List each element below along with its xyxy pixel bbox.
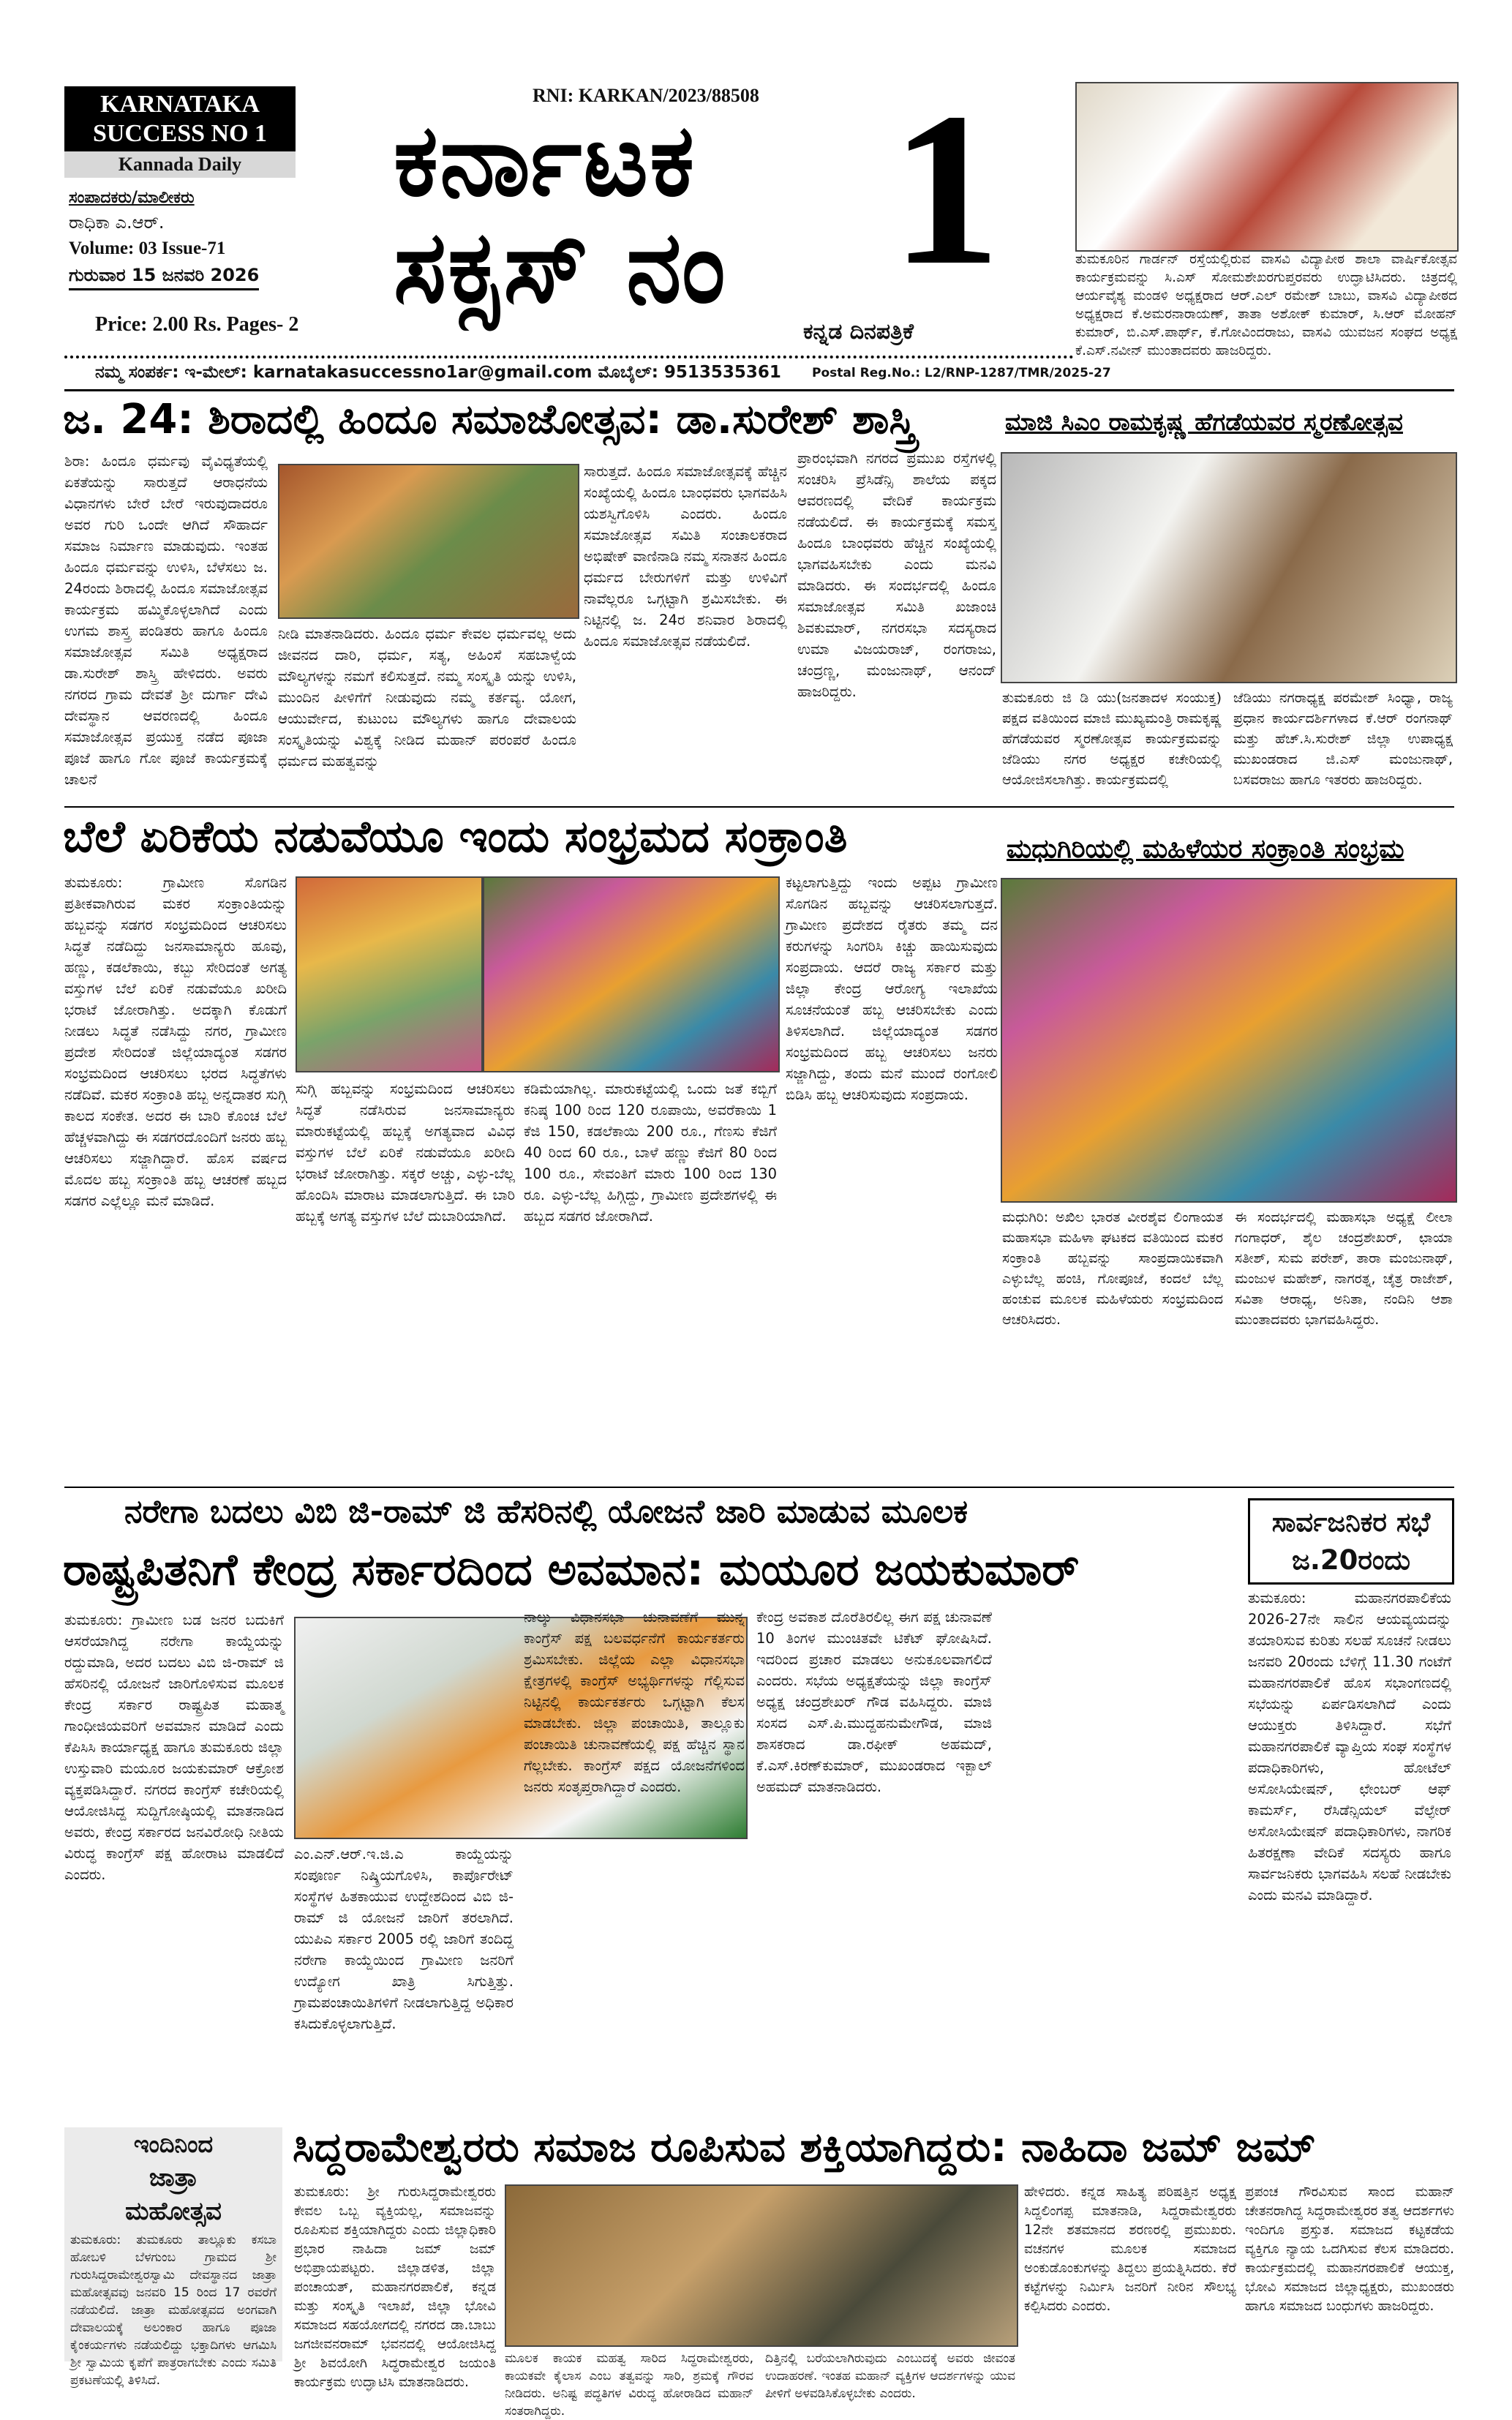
article3-photo-left: [296, 876, 483, 1072]
top-right-photo: [1075, 82, 1459, 252]
article4-caption-left: ಮಧುಗಿರಿ: ಅಖಿಲ ಭಾರತ ವೀರಶೈವ ಲಿಂಗಾಯತ ಮಹಾಸಭಾ ಮಹಿಳಾ ಘಟಕದ ವತಿಯಿಂದ ಮಕರ ಸಂಕ್ರಾಂತಿ ಹಬ್ಬವನ್ನು ಸಾಂಪ್ರದಾಯಿಕವಾಗಿ ಎಳ್ಳುಬೆಲ್ಲ ಹಂಚಿ, ಗೋಪೂಜೆ, ಕಂದಲೆ ಬೆಲ್ಲ ಹಂಚುವ ಮೂಲಕ ಮಹಿಳೆಯರು ಸಂಭ್ರಮದಿಂದ ಆಚರಿಸಿದರು.: [1002, 1209, 1223, 1328]
section-rule-1: [64, 806, 1454, 808]
issue-date: ಗುರುವಾರ 15 ಜನವರಿ 2026: [69, 265, 259, 290]
brand-sub: Kannada Daily: [64, 151, 296, 178]
public-meeting-body: ತುಮಕೂರು: ಮಹಾನಗರಪಾಲಿಕೆಯ 2026-27ನೇ ಸಾಲಿನ ಆಯವ್ಯಯದನ್ನು ತಯಾರಿಸುವ ಕುರಿತು ಸಲಹೆ ಸೂಚನೆ ನೀಡಲು ಜನವರಿ 20ರಂದು ಬೆಳಿಗ್ಗೆ 11.30 ಗಂಟೆಗೆ ಮಹಾನಗರಪಾಲಿಕೆ ಹೊಸ ಸಭಾಂಗಣದಲ್ಲಿ ಸಭೆಯನ್ನು ಏರ್ಪಡಿಸಲಾಗಿದೆ ಎಂದು ಆಯುಕ್ತರು ತಿಳಿಸಿದ್ದಾರೆ. ಸಭೆಗೆ ಮಹಾನಗರಪಾಲಿಕೆ ವ್ಯಾಪ್ತಿಯ ಸಂಘ ಸಂಸ್ಥೆಗಳ ಪದಾಧಿಕಾರಿಗಳು, ಹೋಟೆಲ್ ಅಸೋಸಿಯೇಷನ್, ಛೇಂಬರ್ ಆಫ್ ಕಾಮರ್ಸ್, ರೆಸಿಡೆನ್ಸಿಯಲ್ ವೆಲ್ಫೇರ್ ಅಸೋಸಿಯೇಷನ್ ಪದಾಧಿಕಾರಿಗಳು, ನಾಗರಿಕ ಹಿತರಕ್ಷಣಾ ವೇದಿಕೆ ಸದಸ್ಯರು ಹಾಗೂ ಸಾರ್ವಜನಿಕರು ಭಾಗವಹಿಸಿ ಸಲಹೆ ನೀಡಬೇಕು ಎಂದು ಮನವಿ ಮಾಡಿದ್ದಾರೆ.: [1248, 1590, 1451, 1904]
rni-number: RNI: KARKAN/2023/88508: [533, 85, 759, 106]
article1-col2: ಸಾರುತ್ತದೆ. ಹಿಂದೂ ಸಮಾಜೋತ್ಸವಕ್ಕೆ ಹೆಚ್ಚಿನ ಸಂಖ್ಯೆಯಲ್ಲಿ ಹಿಂದೂ ಬಾಂಧವರು ಭಾಗವಹಿಸಿ ಯಶಸ್ವಿಗೊಳಿಸಿ ಎಂದರು. ಹಿಂದೂ ಸಮಾಜೋತ್ಸವ ಸಮಿತಿ ಸಂಚಾಲಕರಾದ ಅಭಿಷೇಕ್ ವಾಣಿನಾಡಿ ನಮ್ಮ ಸನಾತನ ಹಿಂದೂ ಧರ್ಮದ ಬೇರುಗಳಿಗೆ ಮತ್ತು ಉಳಿವಿಗೆ ನಾವೆಲ್ಲರೂ ಒಗ್ಗಟ್ಟಾಗಿ ಶ್ರಮಿಸಬೇಕು. ಈ ನಿಟ್ಟಿನಲ್ಲಿ ಜ. 24ರ ಶನಿವಾರ ಶಿರಾದಲ್ಲಿ ಹಿಂದೂ ಸಮಾಜೋತ್ಸವ ನಡೆಯಲಿದೆ.: [584, 463, 787, 650]
article1-photo: [278, 464, 579, 619]
article1-col1: ಶಿರಾ: ಹಿಂದೂ ಧರ್ಮವು ವೈವಿಧ್ಯತೆಯಲ್ಲಿ ಏಕತೆಯನ್ನು ಸಾರುತ್ತದೆ ಆರಾಧನೆಯ ವಿಧಾನಗಳು ಬೇರೆ ಬೇರೆ ಇರುವುದಾದರೂ ಅವರ ಗುರಿ ಒಂದೇ ಆಗಿದೆ ಸೌಹಾರ್ದ ಸಮಾಜ ನಿರ್ಮಾಣ ಮಾಡುವುದು. ಇಂತಹ ಹಿಂದೂ ಧರ್ಮವನ್ನು ಉಳಿಸಿ, ಬೆಳೆಸಲು ಜ. 24ರಂದು ಶಿರಾದಲ್ಲಿ ಹಿಂದೂ ಸಮಾಜೋತ್ಸವ ಕಾರ್ಯಕ್ರಮ ಹಮ್ಮಿಕೊಳ್ಳಲಾಗಿದೆ ಎಂದು ಉಗಮ ಶಾಸ್ತ್ರ ಪಂಡಿತರು ಹಾಗೂ ಹಿಂದೂ ಸಮಾಜೋತ್ಸವ ಸಮಿತಿ ಅಧ್ಯಕ್ಷರಾದ ಡಾ.ಸುರೇಶ್ ಶಾಸ್ತ್ರಿ ಹೇಳಿದರು. ಅವರು ನಗರದ ಗ್ರಾಮ ದೇವತೆ ಶ್ರೀ ದುರ್ಗಾ ದೇವಿ ದೇವಸ್ಥಾನ ಆವರಣದಲ್ಲಿ ಹಿಂದೂ ಸಮಾಜೋತ್ಸವ ಪ್ರಯುಕ್ತ ನಡೆದ ಪೂಜಾ ಪೂಜೆ ಹಾಗೂ ಗೋ ಪೂಜೆ ಕಾರ್ಯಕ್ರಮಕ್ಕೆ ಚಾಲನೆ: [64, 453, 268, 788]
article4-headline: ಮಧುಗಿರಿಯಲ್ಲಿ ಮಹಿಳೆಯರ ಸಂಕ್ರಾಂತಿ ಸಂಭ್ರಮ: [1007, 834, 1404, 864]
editor-label: ಸಂಪಾದಕರು/ಮಾಲೀಕರು: [69, 189, 195, 207]
public-meeting-box-head: [1248, 1498, 1454, 1585]
brand-line1: KARNATAKA: [100, 91, 260, 118]
contact-line: ನಮ್ಮ ಸಂಪರ್ಕ: ಇ-ಮೇಲ್: karnatakasuccessno1ar@gmail.com ಮೊಬೈಲ್: 9513535361: [95, 363, 781, 382]
volume-issue: Volume: 03 Issue-71: [69, 238, 226, 258]
header-rule: [64, 389, 1454, 391]
public-meeting-head-text: ಸಾರ್ವಜನಿಕರ ಸಭೆ ಜ.20ರಂದು: [1271, 1506, 1431, 1576]
logo-number: 1: [891, 67, 1002, 310]
article6-under-photo-left: ಮೂಲಕ ಕಾಯಕ ಮಹತ್ವ ಸಾರಿದ ಸಿದ್ಧರಾಮೇಶ್ವರರು, ಕಾಯಕವೇ ಕೈಲಾಸ ಎಂಬ ತತ್ವವನ್ನು ಸಾರಿ, ಶ್ರಮಕ್ಕೆ ಗೌರವ ನೀಡಿದರು. ಅನಿಷ್ಟ ಪದ್ಧತಿಗಳ ವಿರುದ್ಧ ಹೋರಾಡಿದ ಮಹಾನ್ ಸಂತರಾಗಿದ್ದರು.: [505, 2351, 753, 2419]
article3-col3: ಕಡಿಮೆಯಾಗಿಲ್ಲ. ಮಾರುಕಟ್ಟೆಯಲ್ಲಿ ಒಂದು ಜತೆ ಕಬ್ಬಿಗೆ ಕನಿಷ್ಠ 100 ರಿಂದ 120 ರೂಪಾಯಿ, ಅವರೆಕಾಯಿ 1 ಕೆಜಿ 150, ಕಡಲೆಕಾಯಿ 200 ರೂ., ಗೆಣಸು ಕೆಜಿಗೆ 40 ರಿಂದ 60 ರೂ., ಬಾಳೆ ಹಣ್ಣು ಕೆಜಿಗೆ 80 ರಿಂದ 100 ರೂ., ಸೇವಂತಿಗೆ ಮಾರು 100 ರಿಂದ 130 ರೂ. ಎಳ್ಳು-ಬೆಲ್ಲ ಹಿಗ್ಗಿದ್ದು, ಗ್ರಾಮೀಣ ಪ್ರದೇಶಗಳಲ್ಲಿ ಈ ಹಬ್ಬದ ಸಡಗರ ಜೋರಾಗಿದೆ.: [524, 1081, 777, 1225]
article1-under-photo: ನೀಡಿ ಮಾತನಾಡಿದರು. ಹಿಂದೂ ಧರ್ಮ ಕೇವಲ ಧರ್ಮವಲ್ಲ ಅದು ಜೀವನದ ದಾರಿ, ಧರ್ಮ, ಸತ್ಯ, ಅಹಿಂಸೆ ಸಹಬಾಳ್ವೆಯ ಮೌಲ್ಯಗಳನ್ನು ನಮಗೆ ಕಲಿಸುತ್ತದೆ. ನಮ್ಮ ಸಂಸ್ಕೃತಿ ಯನ್ನು ಉಳಿಸಿ, ಮುಂದಿನ ಪೀಳಿಗೆಗೆ ನೀಡುವುದು ನಮ್ಮ ಕರ್ತವ್ಯ. ಯೋಗ, ಆಯುರ್ವೇದ, ಕುಟುಂಬ ಮೌಲ್ಯಗಳು ಹಾಗೂ ದೇವಾಲಯ ಸಂಸ್ಕೃತಿಯನ್ನು ವಿಶ್ವಕ್ಕೆ ನೀಡಿದ ಮಹಾನ್ ಪರಂಪರೆ ಹಿಂದೂ ಧರ್ಮದ ಮಹತ್ವವನ್ನು: [278, 625, 576, 770]
jatra-head-2: ಜಾತ್ರಾ: [148, 2163, 198, 2192]
article2-photo: [1001, 452, 1457, 683]
article3-col4: ಕಟ್ಟಲಾಗುತ್ತಿದ್ದು ಇಂದು ಅಪ್ಪಟ ಗ್ರಾಮೀಣ ಸೊಗಡಿನ ಹಬ್ಬವನ್ನು ಆಚರಿಸಲಾಗುತ್ತದೆ. ಗ್ರಾಮೀಣ ಪ್ರದೇಶದ ರೈತರು ತಮ್ಮ ದನ ಕರುಗಳನ್ನು ಸಿಂಗರಿಸಿ ಕಿಚ್ಚು ಹಾಯಿಸುವುದು ಸಂಪ್ರದಾಯ. ಆದರೆ ರಾಜ್ಯ ಸರ್ಕಾರ ಮತ್ತು ಜಿಲ್ಲಾ ಕೇಂದ್ರ ಆರೋಗ್ಯ ಇಲಾಖೆಯ ಸೂಚನೆಯಂತೆ ಹಬ್ಬ ಆಚರಿಸಬೇಕು ಎಂದು ತಿಳಿಸಲಾಗಿದೆ. ಜಿಲ್ಲೆಯಾದ್ಯಂತ ಸಡಗರ ಸಂಭ್ರಮದಿಂದ ಹಬ್ಬ ಆಚರಿಸಲು ಜನರು ಸಜ್ಜಾಗಿದ್ದು, ತಂದು ಮನೆ ಮುಂದೆ ರಂಗೋಲಿ ಬಿಡಿಸಿ ಹಬ್ಬ ಆಚರಿಸುವುದು ಸಂಪ್ರದಾಯ.: [786, 874, 998, 1103]
article1-col3: ಪ್ರಾರಂಭವಾಗಿ ನಗರದ ಪ್ರಮುಖ ರಸ್ತೆಗಳಲ್ಲಿ ಸಂಚರಿಸಿ ಪ್ರೆಸಿಡೆನ್ಸಿ ಶಾಲೆಯ ಪಕ್ಕದ ಆವರಣದಲ್ಲಿ ವೇದಿಕೆ ಕಾರ್ಯಕ್ರಮ ನಡೆಯಲಿದೆ. ಈ ಕಾರ್ಯಕ್ರಮಕ್ಕೆ ಸಮಸ್ತ ಹಿಂದೂ ಬಾಂಧವರು ಹೆಚ್ಚಿನ ಸಂಖ್ಯೆಯಲ್ಲಿ ಭಾಗವಹಿಸಬೇಕು ಎಂದು ಮನವಿ ಮಾಡಿದರು. ಈ ಸಂದರ್ಭದಲ್ಲಿ ಹಿಂದೂ ಸಮಾಜೋತ್ಸವ ಸಮಿತಿ ಖಜಾಂಚಿ ಶಿವಕುಮಾರ್, ನಗರಸಭಾ ಸದಸ್ಯರಾದ ಉಮಾ ವಿಜಯರಾಜ್, ರಂಗರಾಜು, ಚಂದ್ರಣ್ಣ, ಮಂಜುನಾಥ್, ಆನಂದ್ ಹಾಜರಿದ್ದರು.: [797, 450, 996, 700]
masthead-divider: [64, 356, 1074, 358]
article4-photo: [1001, 878, 1457, 1203]
section-rule-2: [64, 1487, 1454, 1488]
article5-col3: ನಾಲ್ಕು ವಿಧಾನಸಭಾ ಚುನಾವಣೆಗೆ ಮುನ್ನ ಕಾಂಗ್ರೆಸ್ ಪಕ್ಷ ಬಲವರ್ಧನೆಗೆ ಕಾರ್ಯಕರ್ತರು ಶ್ರಮಿಸಬೇಕು. ಜಿಲ್ಲೆಯ ಎಲ್ಲಾ ವಿಧಾನಸಭಾ ಕ್ಷೇತ್ರಗಳಲ್ಲಿ ಕಾಂಗ್ರೆಸ್ ಅಭ್ಯರ್ಥಿಗಳನ್ನು ಗೆಲ್ಲಿಸುವ ನಿಟ್ಟಿನಲ್ಲಿ ಕಾರ್ಯಕರ್ತರು ಒಗ್ಗಟ್ಟಾಗಿ ಕೆಲಸ ಮಾಡಬೇಕು. ಜಿಲ್ಲಾ ಪಂಚಾಯಿತಿ, ತಾಲ್ಲೂಕು ಪಂಚಾಯಿತಿ ಚುನಾವಣೆಯಲ್ಲಿ ಪಕ್ಷ ಹೆಚ್ಚಿನ ಸ್ಥಾನ ಗೆಲ್ಲಬೇಕು. ಕಾಂಗ್ರೆಸ್ ಪಕ್ಷದ ಯೋಜನೆಗಳಿಂದ ಜನರು ಸಂತೃಪ್ತರಾಗಿದ್ದಾರೆ ಎಂದರು.: [524, 1609, 745, 1795]
price-pages: Price: 2.00 Rs. Pages- 2: [95, 313, 299, 336]
article3-col1: ತುಮಕೂರು: ಗ್ರಾಮೀಣ ಸೊಗಡಿನ ಪ್ರತೀಕವಾಗಿರುವ ಮಕರ ಸಂಕ್ರಾಂತಿಯನ್ನು ಹಬ್ಬವನ್ನು ಸಡಗರ ಸಂಭ್ರಮದಿಂದ ಆಚರಿಸಲು ಸಿದ್ಧತೆ ನಡೆದಿದ್ದು ಜನಸಾಮಾನ್ಯರು ಹೂವು, ಹಣ್ಣು, ಕಡಲೆಕಾಯಿ, ಕಬ್ಬು ಸೇರಿದಂತೆ ಅಗತ್ಯ ವಸ್ತುಗಳ ಬೆಲೆ ಏರಿಕೆ ನಡುವೆಯೂ ಖರೀದಿ ಭರಾಟೆ ಜೋರಾಗಿತ್ತು. ಅದಕ್ಕಾಗಿ ಕೊಡುಗೆ ನೀಡಲು ಸಿದ್ಧತೆ ನಡೆಸಿದ್ದು ನಗರ, ಗ್ರಾಮೀಣ ಪ್ರದೇಶ ಸೇರಿದಂತೆ ಜಿಲ್ಲೆಯಾದ್ಯಂತ ಸಡಗರ ಸಂಭ್ರಮದಿಂದ ಆಚರಿಸಲು ಭರದ ಸಿದ್ಧತೆಗಳು ನಡೆದಿವೆ. ಮಕರ ಸಂಕ್ರಾಂತಿ ಹಬ್ಬ ಅನ್ನದಾತರ ಸುಗ್ಗಿ ಕಾಲದ ಸಂಕೇತ. ಅದರ ಈ ಬಾರಿ ಕೊಂಚ ಬೆಲೆ ಹೆಚ್ಚಳವಾಗಿದ್ದು ಈ ಸಡಗರದೊಂದಿಗೆ ಜನರು ಹಬ್ಬ ಆಚರಿಸಲು ಸಜ್ಜಾಗಿದ್ದಾರೆ. ಹೊಸ ವರ್ಷದ ಮೊದಲ ಹಬ್ಬ ಸಂಕ್ರಾಂತಿ ಹಬ್ಬ ಆಚರಣೆ ಹಬ್ಬದ ಸಡಗರ ಎಲ್ಲೆಲ್ಲೂ ಮನೆ ಮಾಡಿದೆ.: [64, 874, 287, 1209]
article6-col1: ತುಮಕೂರು: ಶ್ರೀ ಗುರುಸಿದ್ದರಾಮೇಶ್ವರರು ಕೇವಲ ಒಬ್ಬ ವ್ಯಕ್ತಿಯಲ್ಲ, ಸಮಾಜವನ್ನು ರೂಪಿಸುವ ಶಕ್ತಿಯಾಗಿದ್ದರು ಎಂದು ಜಿಲ್ಲಾಧಿಕಾರಿ ಪ್ರಭಾರ ನಾಹಿದಾ ಜಮ್ ಜಮ್ ಅಭಿಪ್ರಾಯಪಟ್ಟರು. ಜಿಲ್ಲಾಡಳಿತ, ಜಿಲ್ಲಾ ಪಂಚಾಯತ್, ಮಹಾನಗರಪಾಲಿಕೆ, ಕನ್ನಡ ಮತ್ತು ಸಂಸ್ಕೃತಿ ಇಲಾಖೆ, ಜಿಲ್ಲಾ ಭೋವಿ ಸಮಾಜದ ಸಹಯೋಗದಲ್ಲಿ ನಗರದ ಡಾ.ಬಾಬು ಜಗಜೀವನರಾಮ್ ಭವನದಲ್ಲಿ ಆಯೋಜಿಸಿದ್ದ ಶ್ರೀ ಶಿವಯೋಗಿ ಸಿದ್ಧರಾಮೇಶ್ವರ ಜಯಂತಿ ಕಾರ್ಯಕ್ರಮ ಉದ್ಘಾಟಿಸಿ ಮಾತನಾಡಿದರು.: [294, 2184, 496, 2390]
brand-line2: SUCCESS NO 1: [92, 120, 268, 147]
article3-headline: ಬೆಲೆ ಏರಿಕೆಯ ನಡುವೆಯೂ ಇಂದು ಸಂಭ್ರಮದ ಸಂಕ್ರಾಂತಿ: [63, 811, 848, 863]
article5-col1: ತುಮಕೂರು: ಗ್ರಾಮೀಣ ಬಡ ಜನರ ಬದುಕಿಗೆ ಆಸರೆಯಾಗಿದ್ದ ನರೇಗಾ ಕಾಯ್ದೆಯನ್ನು ರದ್ದುಮಾಡಿ, ಅದರ ಬದಲು ವಿಬಿ ಜಿ-ರಾಮ್ ಜಿ ಹೆಸರಿನಲ್ಲಿ ಯೋಜನೆ ಜಾರಿಗೊಳಿಸುವ ಮೂಲಕ ಕೇಂದ್ರ ಸರ್ಕಾರ ರಾಷ್ಟ್ರಪಿತ ಮಹಾತ್ಮ ಗಾಂಧೀಜಿಯವರಿಗೆ ಅವಮಾನ ಮಾಡಿದೆ ಎಂದು ಕೆಪಿಸಿಸಿ ಕಾರ್ಯಾಧ್ಯಕ್ಷ ಹಾಗೂ ತುಮಕೂರು ಜಿಲ್ಲಾ ಉಸ್ತುವಾರಿ ಮಯೂರ ಜಯಕುಮಾರ್ ಆಕ್ರೋಶ ವ್ಯಕ್ತಪಡಿಸಿದ್ದಾರೆ. ನಗರದ ಕಾಂಗ್ರೆಸ್ ಕಚೇರಿಯಲ್ಲಿ ಆಯೋಜಿಸಿದ್ದ ಸುದ್ದಿಗೋಷ್ಠಿಯಲ್ಲಿ ಮಾತನಾಡಿದ ಅವರು, ಕೇಂದ್ರ ಸರ್ಕಾರದ ಜನವಿರೋಧಿ ನೀತಿಯ ವಿರುದ್ಧ ಕಾಂಗ್ರೆಸ್ ಪಕ್ಷ ಹೋರಾಟ ಮಾಡಲಿದೆ ಎಂದರು.: [64, 1612, 284, 1883]
article5-under-photo: ಎಂ.ಎನ್.ಆರ್.ಇ.ಜಿ.ಎ ಕಾಯ್ದೆಯನ್ನು ಸಂಪೂರ್ಣ ನಿಷ್ಕ್ರಿಯಗೊಳಿಸಿ, ಕಾರ್ಪೊರೇಟ್ ಸಂಸ್ಥೆಗಳ ಹಿತಕಾಯುವ ಉದ್ದೇಶದಿಂದ ವಿಬಿ ಜಿ-ರಾಮ್ ಜಿ ಯೋಜನೆ ಜಾರಿಗೆ ತರಲಾಗಿದೆ. ಯುಪಿಎ ಸರ್ಕಾರ 2005 ರಲ್ಲಿ ಜಾರಿಗೆ ತಂದಿದ್ದ ನರೇಗಾ ಕಾಯ್ದೆಯಿಂದ ಗ್ರಾಮೀಣ ಜನರಿಗೆ ಉದ್ಯೋಗ ಖಾತ್ರಿ ಸಿಗುತ್ತಿತ್ತು. ಗ್ರಾಮಪಂಚಾಯಿತಿಗಳಿಗೆ ನೀಡಲಾಗುತ್ತಿದ್ದ ಅಧಿಕಾರ ಕಸಿದುಕೊಳ್ಳಲಾಗುತ್ತಿದೆ.: [294, 1846, 514, 2032]
article6-col4: ಪ್ರಪಂಚ ಗೌರವಿಸುವ ಸಾಂದ ಮಹಾನ್ ಚೇತನರಾಗಿದ್ದ ಸಿದ್ದರಾಮೇಶ್ವರರ ತತ್ವ ಆದರ್ಶಗಳು ಇಂದಿಗೂ ಪ್ರಸ್ತುತ. ಸಮಾಜದ ಕಟ್ಟಕಡೆಯ ವ್ಯಕ್ತಿಗೂ ನ್ಯಾಯ ಒದಗಿಸುವ ಕೆಲಸ ಮಾಡಿದರು. ಕಾರ್ಯಕ್ರಮದಲ್ಲಿ ಮಹಾನಗರಪಾಲಿಕೆ ಆಯುಕ್ತ, ಭೋವಿ ಸಮಾಜದ ಜಿಲ್ಲಾಧ್ಯಕ್ಷರು, ಮುಖಂಡರು ಹಾಗೂ ಸಮಾಜದ ಬಂಧುಗಳು ಹಾಜರಿದ್ದರು.: [1245, 2184, 1454, 2314]
jatra-body: ತುಮಕೂರು: ತುಮಕೂರು ತಾಲ್ಲೂಕು ಕಸಬಾ ಹೋಬಳಿ ಬೆಳಗುಂಬ ಗ್ರಾಮದ ಶ್ರೀ ಗುರುಸಿದ್ದರಾಮೇಶ್ವರಸ್ವಾಮಿ ದೇವಸ್ಥಾನದ ಜಾತ್ರಾ ಮಹೋತ್ಸವವು ಜನವರಿ 15 ರಿಂದ 17 ರವರೆಗೆ ನಡೆಯಲಿದೆ. ಜಾತ್ರಾ ಮಹೋತ್ಸವದ ಅಂಗವಾಗಿ ದೇವಾಲಯಕ್ಕೆ ಅಲಂಕಾರ ಹಾಗೂ ಪೂಜಾ ಕೈಂಕರ್ಯಗಳು ನಡೆಯಲಿದ್ದು ಭಕ್ತಾದಿಗಳು ಆಗಮಿಸಿ ಶ್ರೀ ಸ್ವಾಮಿಯ ಕೃಪೆಗೆ ಪಾತ್ರರಾಗಬೇಕು ಎಂದು ಸಮಿತಿ ಪ್ರಕಟಣೆಯಲ್ಲಿ ತಿಳಿಸಿದೆ.: [70, 2233, 277, 2388]
editor-name: ರಾಧಿಕಾ ಎ.ಆರ್.: [69, 212, 165, 233]
top-right-photo-caption: ತುಮಕೂರಿನ ಗಾರ್ಡನ್ ರಸ್ತೆಯಲ್ಲಿರುವ ವಾಸವಿ ವಿದ್ಯಾಪೀಠ ಶಾಲಾ ವಾರ್ಷಿಕೋತ್ಸವ ಕಾರ್ಯಕ್ರಮವನ್ನು ಸಿ.ಎಸ್ ಸೋಮಶೇಖರಗುಪ್ತರವರು ಉದ್ಘಾಟಿಸಿದರು. ಚಿತ್ರದಲ್ಲಿ ಆರ್ಯವೈಶ್ಯ ಮಂಡಳಿ ಅಧ್ಯಕ್ಷರಾದ ಆರ್.ಎಲ್ ರಮೇಶ್ ಬಾಬು, ವಾಸವಿ ವಿದ್ಯಾಪೀಠದ ಅಧ್ಯಕ್ಷರಾದ ಕೆ.ಅಮರನಾರಾಯಣ್, ತಾತಾ ಅಶೋಕ್ ಕುಮಾರ್, ಸಿ.ಆರ್ ಮೋಹನ್ ಕುಮಾರ್, ಬಿ.ಎಸ್.ಪಾರ್ಥ್, ಕೆ.ಗೋವಿಂದರಾಜು, ವಾಸವಿ ಯುವಜನ ಸಂಘದ ಅಧ್ಯಕ್ಷ ಕೆ.ಎಸ್.ನವೀನ್ ಮುಂತಾದವರು ಹಾಜರಿದ್ದರು.: [1075, 252, 1457, 358]
article1-headline: ಜ. 24: ಶಿರಾದಲ್ಲಿ ಹಿಂದೂ ಸಮಾಜೋತ್ಸವ: ಡಾ.ಸುರೇಶ್ ಶಾಸ್ತ್ರಿ: [63, 396, 916, 443]
article6-photo: [505, 2184, 1018, 2347]
logo-line1: ಕರ್ನಾಟಕ: [394, 103, 696, 219]
article6-under-photo-right: ದಿತ್ತಿನಲ್ಲಿ ಬರೆಯಲಾಗಿರುವುದು ಎಂಬುದಕ್ಕೆ ಅವರು ಜೀವಂತ ಉದಾಹರಣೆ. ಇಂತಹ ಮಹಾನ್ ವ್ಯಕ್ತಿಗಳ ಆದರ್ಶಗಳನ್ನು ಯುವ ಪೀಳಿಗೆ ಅಳವಡಿಸಿಕೊಳ್ಳಬೇಕು ಎಂದರು.: [765, 2351, 1015, 2401]
article3-under-photo: ಸುಗ್ಗಿ ಹಬ್ಬವನ್ನು ಸಂಭ್ರಮದಿಂದ ಆಚರಿಸಲು ಸಿದ್ಧತೆ ನಡೆಸಿರುವ ಜನಸಾಮಾನ್ಯರು ಮಾರುಕಟ್ಟೆಯಲ್ಲಿ ಹಬ್ಬಕ್ಕೆ ಅಗತ್ಯವಾದ ವಿವಿಧ ವಸ್ತುಗಳ ಬೆಲೆ ಏರಿಕೆ ನಡುವೆಯೂ ಖರೀದಿ ಭರಾಟೆ ಜೋರಾಗಿತ್ತು. ಸಕ್ಕರೆ ಅಚ್ಚು, ಎಳ್ಳು-ಬೆಲ್ಲ ಹೊಂದಿಸಿ ಮಾರಾಟ ಮಾಡಲಾಗುತ್ತಿದೆ. ಈ ಬಾರಿ ಹಬ್ಬಕ್ಕೆ ಅಗತ್ಯ ವಸ್ತುಗಳ ಬೆಲೆ ದುಬಾರಿಯಾಗಿದೆ.: [296, 1081, 515, 1225]
article5-headline-main: ರಾಷ್ಟ್ರಪಿತನಿಗೆ ಕೇಂದ್ರ ಸರ್ಕಾರದಿಂದ ಅವಮಾನ: ಮಯೂರ ಜಯಕುಮಾರ್: [63, 1544, 1080, 1596]
postal-reg: Postal Reg.No.: L2/RNP-1287/TMR/2025-27: [812, 366, 1111, 380]
article2-caption-left: ತುಮಕೂರು ಜಿ ಡಿ ಯು(ಜನತಾದಳ ಸಂಯುಕ್ತ) ಪಕ್ಷದ ವತಿಯಿಂದ ಮಾಜಿ ಮುಖ್ಯಮಂತ್ರಿ ರಾಮಕೃಷ್ಣ ಹೆಗಡೆಯವರ ಸ್ಮರಣೋತ್ಸವ ಕಾರ್ಯಕ್ರಮವನ್ನು ಜೆಡಿಯು ನಗರ ಅಧ್ಯಕ್ಷರ ಕಚೇರಿಯಲ್ಲಿ ಆಯೋಜಿಸಲಾಗಿತ್ತು. ಕಾರ್ಯಕ್ರಮದಲ್ಲಿ: [1002, 690, 1222, 788]
article3-photo-right: [483, 876, 780, 1072]
brand-box: [64, 86, 296, 154]
article2-headline: ಮಾಜಿ ಸಿಎಂ ರಾಮಕೃಷ್ಣ ಹೆಗಡೆಯವರ ಸ್ಮರಣೋತ್ಸವ: [1005, 407, 1403, 436]
jatra-head-1: ಇಂದಿನಿಂದ: [133, 2130, 214, 2158]
article6-headline: ಸಿದ್ದರಾಮೇಶ್ವರರು ಸಮಾಜ ರೂಪಿಸುವ ಶಕ್ತಿಯಾಗಿದ್ದರು: ನಾಹಿದಾ ಜಮ್ ಜಮ್: [293, 2124, 1316, 2171]
jatra-head-3: ಮಹೋತ್ಸವ: [125, 2197, 222, 2226]
logo-line2: ಸಕ್ಸಸ್ ನಂ: [394, 210, 727, 326]
article4-caption-right: ಈ ಸಂದರ್ಭದಲ್ಲಿ ಮಹಾಸಭಾ ಅಧ್ಯಕ್ಷೆ ಲೀಲಾ ಗಂಗಾಧರ್, ಶೈಲ ಚಂದ್ರಶೇಖರ್, ಛಾಯಾ ಸತೀಶ್, ಸುಮ ಪರೇಶ್, ತಾರಾ ಮಂಜುನಾಥ್, ಮಂಜುಳ ಮಹೇಶ್, ನಾಗರತ್ನ, ಚೈತ್ರ ರಾಜೇಶ್, ಸವಿತಾ ಆರಾಧ್ಯ, ಅನಿತಾ, ನಂದಿನಿ ಆಶಾ ಮುಂತಾದವರು ಭಾಗವಹಿಸಿದ್ದರು.: [1235, 1209, 1453, 1328]
article6-col3: ಹೇಳಿದರು. ಕನ್ನಡ ಸಾಹಿತ್ಯ ಪರಿಷತ್ತಿನ ಅಧ್ಯಕ್ಷ ಸಿದ್ದಲಿಂಗಪ್ಪ ಮಾತನಾಡಿ, ಸಿದ್ದರಾಮೇಶ್ವರರು 12ನೇ ಶತಮಾನದ ಶರಣರಲ್ಲಿ ಪ್ರಮುಖರು. ವಚನಗಳ ಮೂಲಕ ಸಮಾಜದ ಅಂಕುಡೊಂಕುಗಳನ್ನು ತಿದ್ದಲು ಪ್ರಯತ್ನಿಸಿದರು. ಕೆರೆ ಕಟ್ಟೆಗಳನ್ನು ನಿರ್ಮಿಸಿ ಜನರಿಗೆ ನೀರಿನ ಸೌಲಭ್ಯ ಕಲ್ಪಿಸಿದರು ಎಂದರು.: [1024, 2184, 1236, 2314]
tagline: ಕನ್ನಡ ದಿನಪತ್ರಿಕೆ: [803, 319, 914, 345]
article2-caption-right: ಜೆಡಿಯು ನಗರಾಧ್ಯಕ್ಷ ಪರಮೇಶ್ ಸಿಂಧ್ಯಾ, ರಾಜ್ಯ ಪ್ರಧಾನ ಕಾರ್ಯದರ್ಶಿಗಳಾದ ಕೆ.ಆರ್ ರಂಗನಾಥ್ ಮತ್ತು ಹೆಚ್.ಸಿ.ಸುರೇಶ್ ಜಿಲ್ಲಾ ಉಪಾಧ್ಯಕ್ಷ ಮುಖಂಡರಾದ ಜಿ.ಎಸ್ ಮಂಜುನಾಥ್, ಬಸವರಾಜು ಹಾಗೂ ಇತರರು ಹಾಜರಿದ್ದರು.: [1233, 690, 1453, 788]
article5-col4: ಕೇಂದ್ರ ಅವಕಾಶ ದೊರೆತಿರಲಿಲ್ಲ ಈಗ ಪಕ್ಷ ಚುನಾವಣೆ 10 ತಿಂಗಳ ಮುಂಚಿತವೇ ಟಿಕೆಟ್ ಘೋಷಿಸಿದೆ. ಇದರಿಂದ ಪ್ರಚಾರ ಮಾಡಲು ಅನುಕೂಲವಾಗಲಿದೆ ಎಂದರು. ಸಭೆಯ ಅಧ್ಯಕ್ಷತೆಯನ್ನು ಜಿಲ್ಲಾ ಕಾಂಗ್ರೆಸ್ ಅಧ್ಯಕ್ಷ ಚಂದ್ರಶೇಖರ್ ಗೌಡ ವಹಿಸಿದ್ದರು. ಮಾಜಿ ಸಂಸದ ಎಸ್.ಪಿ.ಮುದ್ದಹನುಮೇಗೌಡ, ಮಾಜಿ ಶಾಸಕರಾದ ಡಾ.ರಫೀಕ್ ಅಹಮದ್, ಕೆ.ಎಸ್.ಕಿರಣ್‌ಕುಮಾರ್, ಮುಖಂಡರಾದ ಇಕ್ಬಾಲ್ ಅಹಮದ್ ಮಾತನಾಡಿದರು.: [756, 1609, 992, 1795]
article5-headline-top: ನರೇಗಾ ಬದಲು ವಿಬಿ ಜಿ-ರಾಮ್ ಜಿ ಹೆಸರಿನಲ್ಲಿ ಯೋಜನೆ ಜಾರಿ ಮಾಡುವ ಮೂಲಕ: [124, 1493, 968, 1530]
